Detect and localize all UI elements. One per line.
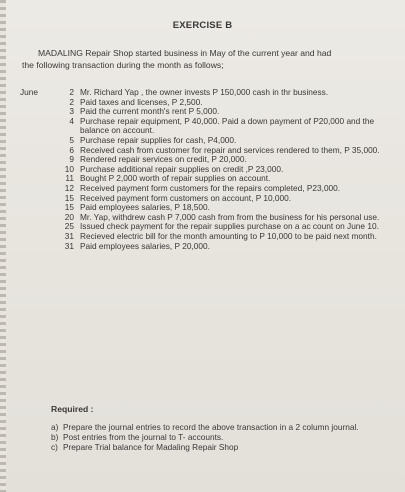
transaction-day: 20	[64, 211, 74, 222]
transaction-text: Paid the current month's rent P 5,000.	[80, 106, 220, 117]
transaction-text: Paid employees salaries, P 18,500.	[80, 202, 210, 213]
intro-paragraph	[22, 47, 392, 71]
transaction-day: 5	[69, 134, 74, 145]
transaction-row	[20, 242, 390, 252]
notebook-binding	[0, 0, 6, 492]
transaction-text: Paid taxes and licenses, P 2,500.	[80, 96, 203, 107]
task-item	[51, 443, 391, 453]
transaction-day: 31	[64, 230, 74, 241]
transaction-text: Purchase repair equipment, P 40,000. Paid a down payment of P20,000 and the balance on account.	[80, 115, 375, 136]
transaction-row	[20, 88, 390, 98]
transaction-day: 2	[69, 96, 74, 107]
transaction-text: Issued check payment for the repair supplies purchase on a ac count on June 10.	[80, 221, 379, 232]
transaction-text: Bought P 2,000 worth of repair supplies on account.	[80, 173, 271, 184]
task-text: Prepare the journal entries to record the above transaction in a 2 column journal.	[63, 422, 359, 432]
transaction-text: Mr. Richard Yap , the owner invests P 150,000 cash in thr business.	[80, 87, 329, 97]
transaction-text: Paid employees salaries, P 20,000.	[80, 240, 210, 251]
task-list	[51, 423, 391, 452]
transaction-text: Purchase additional repair supplies on credit ,P 23,000.	[80, 163, 284, 174]
required-heading: Required :	[51, 404, 94, 414]
transaction-day: 9	[69, 154, 74, 165]
transaction-row	[20, 117, 390, 136]
transaction-text: Recieved electric bill for the month amounting to P 10,000 to be paid next month.	[80, 230, 377, 241]
task-letter: a)	[51, 422, 59, 432]
transaction-list	[20, 88, 390, 251]
intro-line-1: MADALING Repair Shop started business in May of the current year and had	[38, 48, 332, 58]
transaction-day: 12	[64, 182, 74, 193]
transaction-day: 31	[64, 240, 74, 251]
transaction-text: Mr. Yap, withdrew cash P 7,000 cash from from the business for his personal use.	[80, 211, 380, 222]
intro-line-2: the following transaction during the month as follows;	[22, 60, 224, 70]
transaction-day: 11	[65, 173, 74, 184]
transaction-day: 25	[64, 221, 74, 232]
task-letter: b)	[51, 431, 59, 442]
transaction-text: Received cash from customer for repair and services rendered to them, P 35,000.	[80, 144, 380, 155]
transaction-day: 10	[64, 163, 74, 174]
transaction-text: Received payment form customers on account, P 10,000.	[80, 192, 292, 203]
task-text: Post entries from the journal to T- accounts.	[63, 431, 224, 442]
transaction-day: 3	[69, 106, 74, 117]
transaction-day: 2	[69, 87, 74, 97]
exercise-title: EXERCISE B	[172, 20, 233, 31]
task-letter: c)	[51, 441, 58, 452]
transaction-text: Purchase repair supplies for cash, P4,000.	[80, 134, 237, 145]
transaction-day: 15	[64, 192, 74, 203]
transaction-day: 6	[69, 144, 74, 155]
transaction-day: 15	[64, 202, 74, 213]
transaction-text: Received payment form customers for the repairs completed, P23,000.	[80, 182, 341, 193]
transaction-month: June	[20, 87, 38, 97]
transaction-day: 4	[69, 115, 74, 126]
task-text: Prepare Trial balance for Madaling Repair Shop	[63, 441, 239, 452]
transaction-text: Rendered repair services on credit, P 20,000.	[80, 154, 247, 165]
